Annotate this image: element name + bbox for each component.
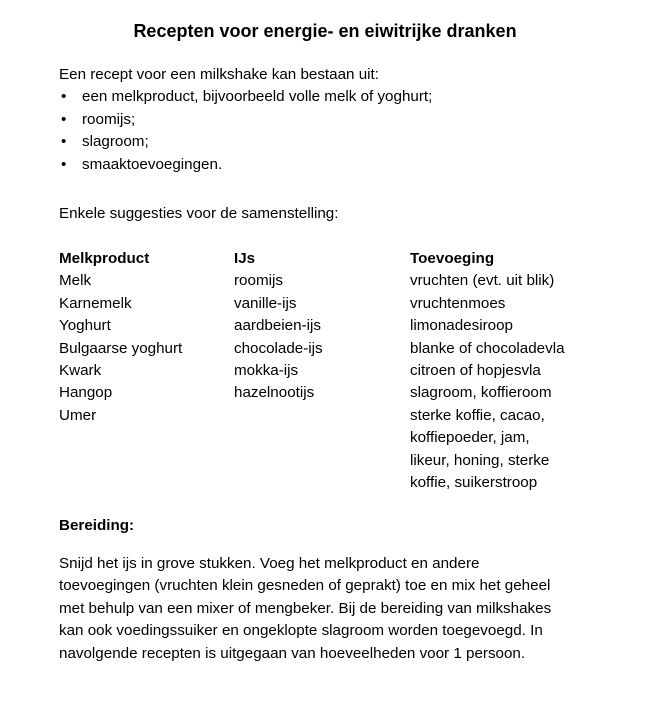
table-cell: sterke koffie, cacao,: [410, 406, 545, 424]
table-cell: limonadesiroop: [410, 317, 513, 335]
list-item: [59, 154, 619, 176]
table-cell: mokka-ijs: [234, 362, 299, 380]
paragraph-line: met behulp van een mixer of mengbeker. Bij de bereiding van milkshakes: [59, 599, 552, 617]
paragraph-line: kan ook voedingssuiker en ongeklopte slagroom worden toegevoegd. In: [59, 622, 543, 640]
column-header: Melkproduct: [59, 250, 150, 267]
paragraph-line: navolgende recepten is uitgegaan van hoeveelheden voor 1 persoon.: [59, 644, 526, 662]
list-item: [59, 109, 619, 131]
column-melkproduct: [59, 248, 182, 427]
table-cell: likeur, honing, sterke: [410, 451, 550, 469]
table-cell: Kwark: [59, 362, 102, 380]
list-item-text: slagroom;: [82, 133, 149, 151]
table-cell: slagroom, koffieroom: [410, 384, 552, 402]
list-item: [59, 86, 619, 108]
table-cell: hazelnootijs: [234, 384, 315, 402]
ingredient-list: [59, 86, 619, 176]
list-item-text: smaaktoevoegingen.: [82, 155, 223, 173]
table-cell: Bulgaarse yoghurt: [59, 339, 183, 357]
preparation-heading: Bereiding:: [59, 517, 135, 534]
bullet-icon: •: [61, 110, 67, 128]
table-cell: Hangop: [59, 384, 113, 402]
column-header: IJs: [234, 250, 256, 267]
table-cell: koffie, suikerstroop: [410, 474, 538, 492]
table-cell: roomijs: [234, 272, 283, 290]
suggestions-intro: Enkele suggesties voor de samenstelling:: [59, 205, 339, 222]
paragraph-line: Snijd het ijs in grove stukken. Voeg het melkproduct en andere: [59, 555, 480, 572]
list-item-text: een melkproduct, bijvoorbeeld volle melk of yoghurt;: [82, 88, 433, 106]
page-title: Recepten voor energie- en eiwitrijke dranken: [133, 21, 517, 41]
preparation-paragraph: [59, 553, 579, 665]
table-cell: blanke of chocoladevla: [410, 339, 565, 357]
intro-section: [59, 64, 619, 176]
table-cell: vruchtenmoes: [410, 294, 506, 312]
table-cell: Karnemelk: [59, 294, 132, 312]
table-cell: vanille-ijs: [234, 294, 297, 312]
list-item-text: roomijs;: [82, 110, 136, 128]
table-cell: koffiepoeder, jam,: [410, 429, 530, 447]
table-cell: citroen of hopjesvla: [410, 362, 541, 380]
bullet-icon: •: [61, 133, 67, 151]
column-toevoeging: [410, 248, 565, 494]
paragraph-line: toevoegingen (vruchten klein gesneden of geprakt) toe en mix het geheel: [59, 577, 551, 595]
table-cell: Umer: [59, 406, 97, 424]
intro-text: Een recept voor een milkshake kan bestaan uit:: [59, 66, 379, 83]
table-cell: aardbeien-ijs: [234, 317, 321, 335]
bullet-icon: •: [61, 88, 67, 106]
table-cell: chocolade-ijs: [234, 339, 323, 357]
column-header: Toevoeging: [410, 250, 495, 267]
table-cell: vruchten (evt. uit blik): [410, 272, 555, 290]
bullet-icon: •: [61, 155, 67, 173]
table-cell: Yoghurt: [59, 317, 111, 335]
column-ijs: [234, 248, 323, 405]
list-item: [59, 131, 619, 153]
table-cell: Melk: [59, 272, 92, 290]
